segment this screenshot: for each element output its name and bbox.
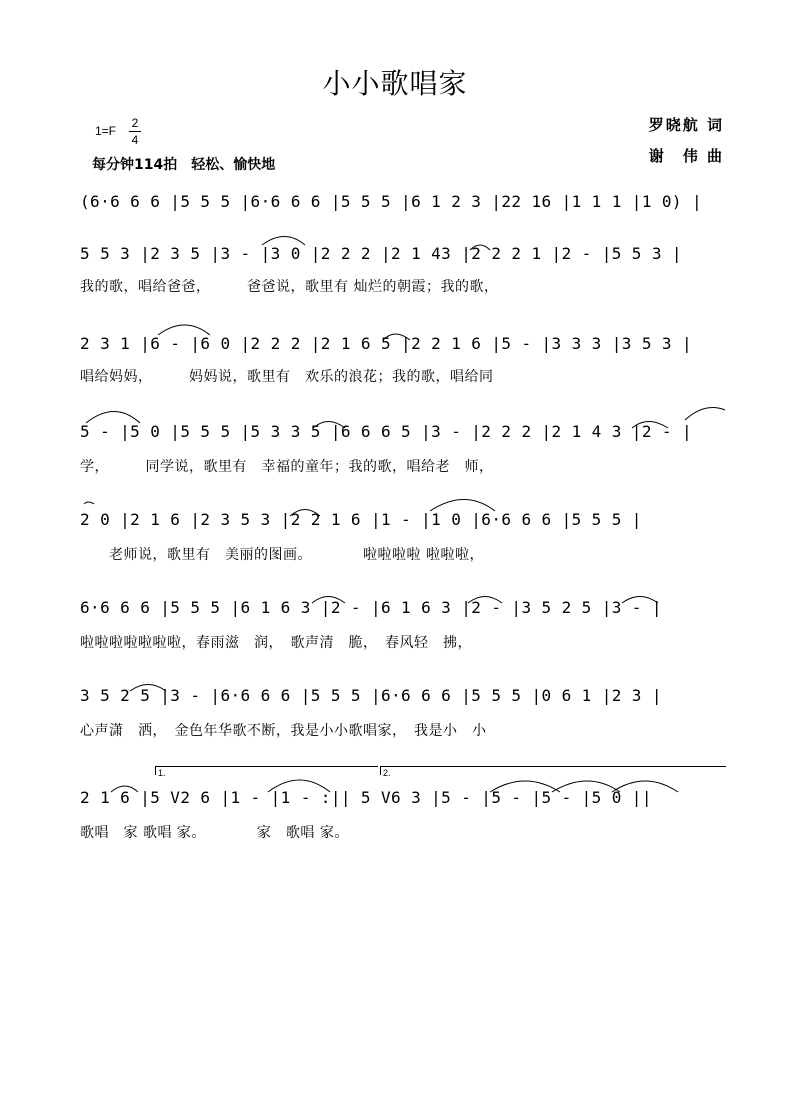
slur-mark: [130, 685, 166, 692]
notation-line-3: 2 3 1 |6 - |6 0 |2 2 2 |2 1 6 5 |2 2 1 6 |5 - |3 3 3 |3 5 3 |: [80, 334, 693, 353]
slur-mark: [268, 780, 330, 792]
lyric-line-2: 我的歌，唱给爸爸， 爸爸说，歌里有 灿烂的朝霞；我的歌，: [80, 279, 499, 295]
first-ending-label: 1.: [158, 768, 166, 778]
slur-mark: [430, 500, 495, 512]
lyric-line-6: 啦啦啦啦啦啦啦，春雨滋 润， 歌声清 脆， 春风轻 拂，: [80, 635, 472, 651]
second-ending-label: 2.: [383, 768, 391, 778]
key-signature: 1=F: [95, 124, 117, 138]
slur-mark: [470, 245, 490, 250]
lyric-line-4: 学， 同学说，歌里有 幸福的童年；我的歌，唱给老 师，: [80, 459, 494, 475]
notation-line-2: 5 5 3 |2 3 5 |3 - |3 0 |2 2 2 |2 1 43 |2 2 2 1 |2 - |5 5 3 |: [80, 244, 682, 263]
slur-mark: [468, 597, 502, 604]
slur-mark: [86, 412, 140, 424]
slur-mark: [383, 334, 410, 340]
slur-mark: [552, 781, 620, 792]
slur-mark: [685, 408, 725, 420]
slur-mark: [158, 325, 210, 335]
notation-line-7: 3 5 2 5 |3 - |6·6 6 6 |5 5 5 |6·6 6 6 |5 5 5 |0 6 1 |2 3 |: [80, 686, 662, 705]
slur-mark: [622, 597, 658, 604]
slur-mark: [262, 237, 305, 246]
slur-mark: [632, 422, 668, 429]
time-signature-bottom: 4: [131, 133, 139, 147]
notation-line-4: 5 - |5 0 |5 5 5 |5 3 3 5 |6 6 6 5 |3 - |2 2 2 |2 1 4 3 |2 - |: [80, 422, 693, 441]
lyric-line-8: 歌唱 家 歌唱 家。 家 歌唱 家。: [80, 825, 349, 841]
slur-mark: [290, 510, 320, 517]
tempo-marking: 每分钟114拍 轻松、愉快地: [92, 157, 276, 173]
notation-line-8: 2 1 6 |5 V2 6 |1 - |1 - :|| 5 V6 3 |5 - |5 - |5 - |5 0 ||: [80, 788, 652, 807]
slur-mark: [313, 422, 345, 429]
slur-mark: [312, 597, 345, 604]
lyricist-credit: 罗晓航 词: [648, 116, 724, 134]
song-title: 小小歌唱家: [322, 67, 468, 100]
slur-mark: [490, 781, 560, 792]
notation-line-1: (6·6 6 6 |5 5 5 |6·6 6 6 |5 5 5 |6 1 2 3 |22 16 |1 1 1 |1 0) |: [80, 192, 703, 211]
notation-line-6: 6·6 6 6 |5 5 5 |6 1 6 3 |2 - |6 1 6 3 |2 - |3 5 2 5 |3 - |: [80, 598, 662, 617]
lyric-line-5: 老师说，歌里有 美丽的图画。 啦啦啦啦 啦啦啦，: [80, 547, 484, 563]
time-signature-top: 2: [131, 116, 139, 130]
lyric-line-7: 心声潇 洒， 金色年华歌不断，我是小小歌唱家， 我是小 小: [80, 723, 487, 739]
notation-line-5: 2 0 |2 1 6 |2 3 5 3 |2 2 1 6 |1 - |1 0 |6·6 6 6 |5 5 5 |: [80, 510, 642, 529]
lyric-line-3: 唱给妈妈， 妈妈说，歌里有 欢乐的浪花；我的歌，唱给同: [80, 369, 494, 385]
slur-mark: [612, 781, 678, 792]
slur-mark: [84, 502, 94, 504]
composer-credit: 谢 伟 曲: [648, 147, 724, 165]
slur-mark: [111, 786, 138, 792]
